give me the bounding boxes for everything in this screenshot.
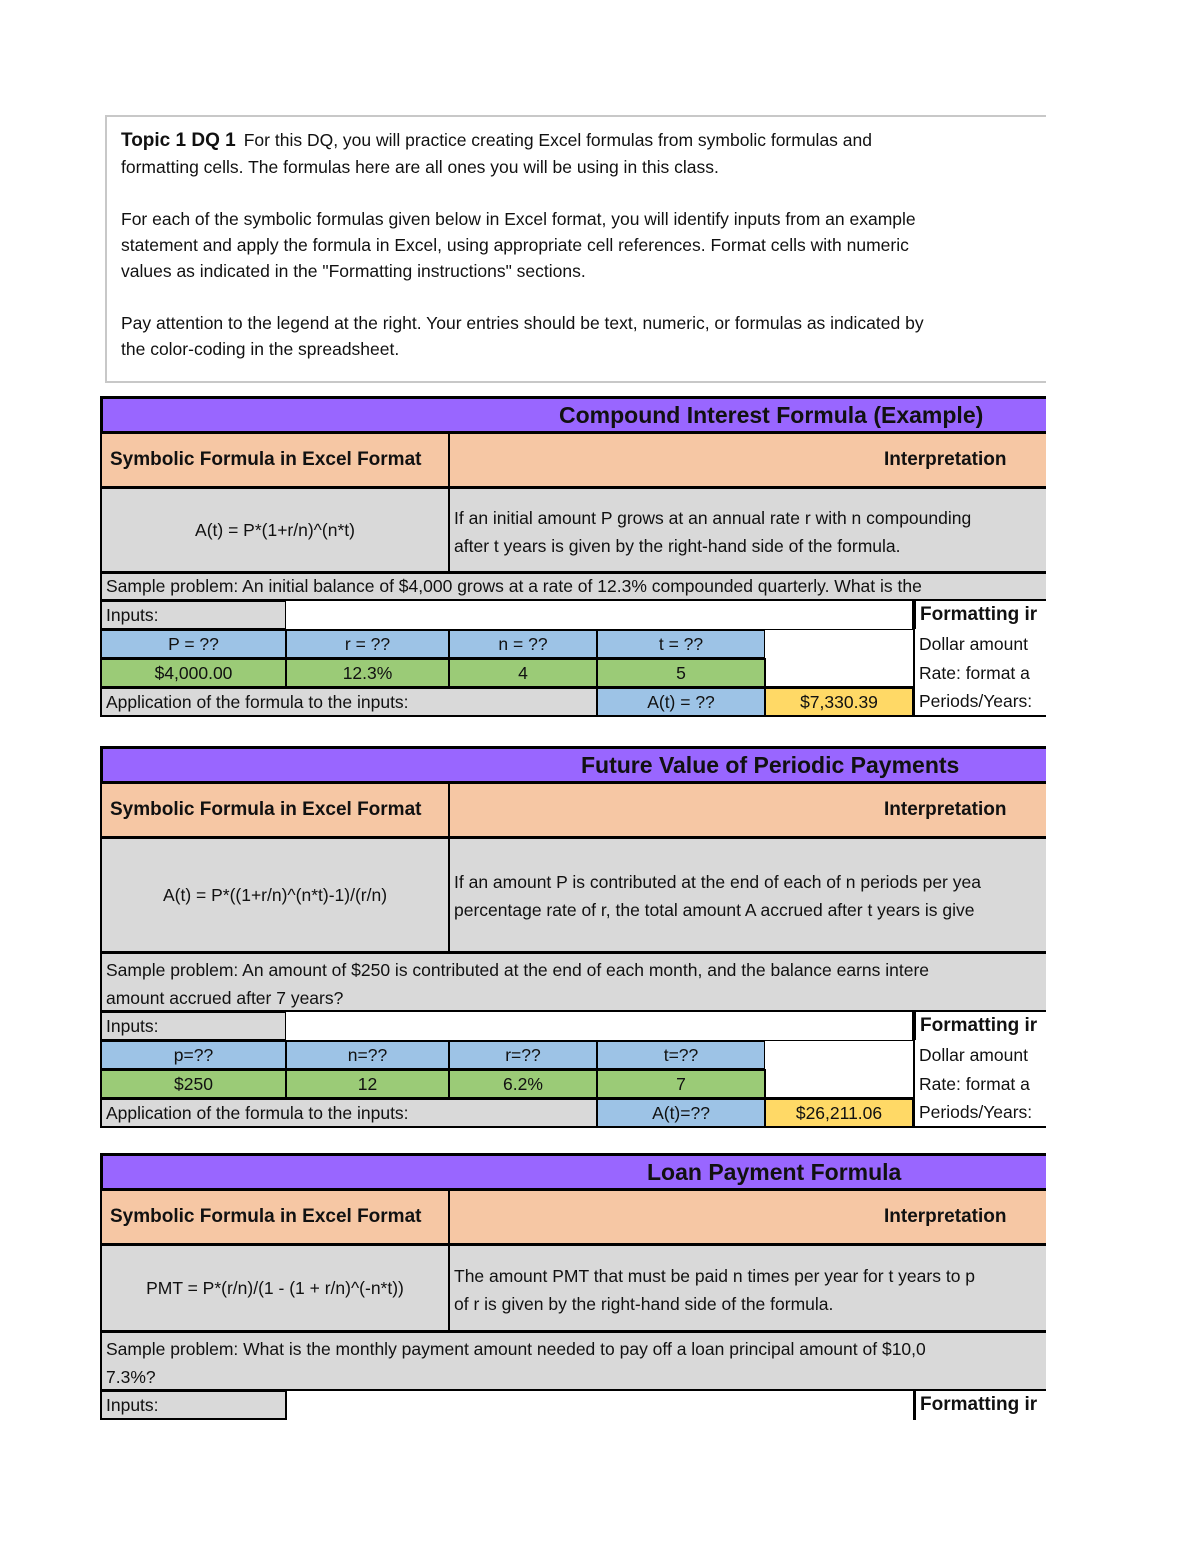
result-value-cell[interactable]: $26,211.06 xyxy=(764,1098,914,1128)
input-label-cell: r=?? xyxy=(448,1040,598,1070)
input-label-cell: t=?? xyxy=(596,1040,766,1070)
formatting-instructions-header: Formatting ir xyxy=(913,1011,1046,1041)
intro-line: values as indicated in the "Formatting instructions" sections. xyxy=(121,261,586,281)
inputs-label: Inputs: xyxy=(100,1390,287,1420)
blank-cell[interactable] xyxy=(285,1011,913,1041)
section-title: Compound Interest Formula (Example) xyxy=(559,401,984,428)
input-value-cell[interactable]: 6.2% xyxy=(448,1069,598,1099)
intro-line: For each of the symbolic formulas given below in Excel format, you will identify inputs from an example xyxy=(121,209,916,229)
format-rate-note: Rate: format a xyxy=(913,1069,1046,1099)
intro-line: formatting cells. The formulas here are all ones you will be using in this class. xyxy=(121,157,719,177)
section-title-bar xyxy=(100,1153,1046,1191)
format-periods-note: Periods/Years: xyxy=(913,687,1046,717)
input-value-cell[interactable]: 5 xyxy=(596,658,766,688)
result-label-cell: A(t) = ?? xyxy=(596,687,766,717)
input-label-cell: n=?? xyxy=(285,1040,450,1070)
intro-line: Pay attention to the legend at the right. Your entries should be text, numeric, or formulas as indicated by xyxy=(121,313,924,333)
section-title-bar xyxy=(100,396,1046,434)
result-label-cell: A(t)=?? xyxy=(596,1098,766,1128)
format-periods-note: Periods/Years: xyxy=(913,1098,1046,1128)
format-dollar-note: Dollar amount xyxy=(913,1040,1046,1070)
formula-cell[interactable]: A(t) = P*(1+r/n)^(n*t) xyxy=(100,487,450,573)
interpretation-cell[interactable]: The amount PMT that must be paid n times per year for t years to p of r is given by the right-hand side of the formula. xyxy=(448,1244,1046,1332)
input-value-cell[interactable]: 4 xyxy=(448,658,598,688)
interpretation-cell[interactable]: If an initial amount P grows at an annual rate r with n compounding after t years is given by the right-hand side of the formula. xyxy=(448,487,1046,573)
sample-problem-cell[interactable]: Sample problem: What is the monthly payment amount needed to pay off a loan principal amount of $10,0 7.3%? xyxy=(100,1331,1046,1391)
section-title: Future Value of Periodic Payments xyxy=(581,751,960,778)
input-label-cell: p=?? xyxy=(100,1040,287,1070)
input-label-cell: n = ?? xyxy=(448,629,598,659)
input-label-cell: P = ?? xyxy=(100,629,287,659)
interpretation-header: Interpretation xyxy=(448,1189,1046,1245)
input-value-cell[interactable]: 12.3% xyxy=(285,658,450,688)
blank-cell[interactable] xyxy=(285,600,913,630)
input-value-cell[interactable]: 7 xyxy=(596,1069,766,1099)
blank-cell[interactable] xyxy=(764,1040,914,1098)
sample-problem-cell[interactable]: Sample problem: An initial balance of $4,000 grows at a rate of 12.3% compounded quarterly. What is the xyxy=(100,572,1046,601)
input-value-cell[interactable]: 12 xyxy=(285,1069,450,1099)
application-label: Application of the formula to the inputs: xyxy=(100,1098,598,1128)
interpretation-header: Interpretation xyxy=(448,432,1046,488)
intro-line: the color-coding in the spreadsheet. xyxy=(121,339,400,359)
formula-cell[interactable]: A(t) = P*((1+r/n)^(n*t)-1)/(r/n) xyxy=(100,837,450,953)
symbolic-formula-header: Symbolic Formula in Excel Format xyxy=(100,782,450,838)
intro-line: statement and apply the formula in Excel, using appropriate cell references. Format cells with numeric xyxy=(121,235,909,255)
sample-problem-cell[interactable]: Sample problem: An amount of $250 is contributed at the end of each month, and the balance earns intere amount accrued after 7 years? xyxy=(100,952,1046,1012)
input-value-cell[interactable]: $250 xyxy=(100,1069,287,1099)
interpretation-cell[interactable]: If an amount P is contributed at the end of each of n periods per yea percentage rate of r, the total amount A accrued after t years is give xyxy=(448,837,1046,953)
instructions-box xyxy=(105,115,1046,383)
topic-title: Topic 1 DQ 1 xyxy=(121,130,236,151)
input-label-cell: t = ?? xyxy=(596,629,766,659)
application-label: Application of the formula to the inputs: xyxy=(100,687,598,717)
input-value-cell[interactable]: $4,000.00 xyxy=(100,658,287,688)
formatting-instructions-header: Formatting ir xyxy=(913,600,1046,630)
format-rate-note: Rate: format a xyxy=(913,658,1046,688)
formatting-instructions-header: Formatting ir xyxy=(913,1390,1046,1420)
section-title-bar xyxy=(100,746,1046,784)
format-dollar-note: Dollar amount xyxy=(913,629,1046,659)
intro-line: For this DQ, you will practice creating Excel formulas from symbolic formulas and xyxy=(243,130,872,150)
formula-cell[interactable]: PMT = P*(r/n)/(1 - (1 + r/n)^(-n*t)) xyxy=(100,1244,450,1332)
blank-cell[interactable] xyxy=(764,629,914,687)
input-label-cell: r = ?? xyxy=(285,629,450,659)
result-value-cell[interactable]: $7,330.39 xyxy=(764,687,914,717)
interpretation-header: Interpretation xyxy=(448,782,1046,838)
inputs-label: Inputs: xyxy=(100,600,287,630)
section-title: Loan Payment Formula xyxy=(647,1158,902,1185)
symbolic-formula-header: Symbolic Formula in Excel Format xyxy=(100,432,450,488)
inputs-label: Inputs: xyxy=(100,1011,287,1041)
symbolic-formula-header: Symbolic Formula in Excel Format xyxy=(100,1189,450,1245)
